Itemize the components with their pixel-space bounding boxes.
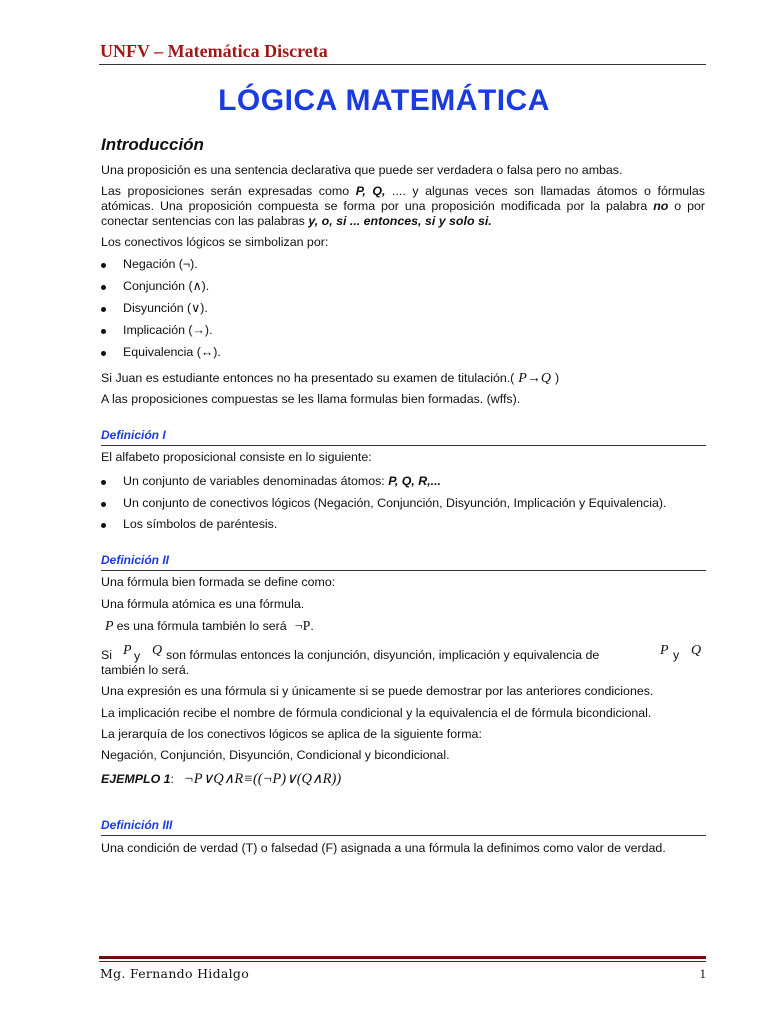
definition-2-y: y — [134, 649, 141, 663]
definition-3-heading: Definición III — [101, 818, 706, 836]
intro-heading: Introducción — [101, 135, 204, 154]
definition-2-heading: Definición II — [101, 553, 706, 571]
main-title: LÓGICA MATEMÁTICA — [218, 84, 550, 117]
bullet-icon — [101, 329, 106, 334]
definition-2-y-2: y — [673, 648, 680, 662]
formula-q-2: Q — [691, 643, 702, 658]
formula-p: P — [123, 643, 132, 658]
definition-2-line-1: Una fórmula bien formada se define como: — [101, 575, 336, 589]
definition-2-line-7: La jerarquía de los conectivos lógicos se aplica de la siguiente forma: — [101, 727, 482, 741]
definition-2-line-4: son fórmulas entonces la conjunción, disyunción, implicación y equivalencia de — [166, 648, 600, 662]
formula-p-2: P — [660, 643, 669, 658]
definition-1-intro: El alfabeto proposicional consiste en lo siguiente: — [101, 450, 372, 464]
bullet-icon — [101, 307, 106, 312]
header-rule — [99, 64, 706, 65]
bullet-icon — [101, 523, 106, 528]
definition-2-line-2: Una fórmula atómica es una fórmula. — [101, 597, 305, 611]
formula-q: Q — [152, 643, 163, 658]
definition-2-si: Si — [101, 648, 113, 662]
bullet-icon — [101, 263, 106, 268]
footer-author: Mg. Fernando Hidalgo — [100, 966, 250, 981]
example-1: EJEMPLO 1: ¬P∨Q∧R≡((¬P)∨(Q∧R)) — [101, 771, 342, 787]
bullet-icon — [101, 351, 106, 356]
example-formula: P→Q — [518, 371, 551, 386]
definition-2-line-5: Una expresión es una fórmula si y únicamente si se puede demostrar por las anteriores condiciones. — [101, 684, 654, 698]
page-number: 1 — [699, 966, 706, 981]
intro-paragraph-3: Los conectivos lógicos se simbolizan por: — [101, 235, 329, 249]
intro-paragraph-2: Las proposiciones serán expresadas como P, Q, .... y algunas veces son llamadas átomos o fórmulas atómicas. Una proposición compuesta se forma por una proposición modificada por la palabra no o por conectar sentencias con las palabras y, o, si ... entonces, si y solo si. — [101, 184, 706, 228]
footer-rule-thin — [99, 961, 706, 962]
footer-rule — [99, 956, 706, 959]
header-title: UNFV – Matemática Discreta — [100, 41, 328, 61]
definition-1-heading: Definición I — [101, 428, 706, 446]
document-page: UNFV – Matemática Discreta LÓGICA MATEMÁTICA Introducción Una proposición es una sentencia declarativa que puede ser verdadera o falsa pero no ambas. Las proposiciones serán expresadas como P, Q, .... y algunas veces son llamadas átomos o fórmulas atómicas. Una proposición compuesta se forma por una proposición modificada por la palabra no o por conectar sentencias con las palabras y, o, si ... entonces, si y solo si. Los conectivos lógicos se simbolizan por: Negación (¬). Conjunción (∧). Disyunción (∨). Implicación (→). Equivalencia (↔). Si Juan es estudiante entonces no ha presentado su examen de titulación.( P→Q ) A las proposiciones compuestas se les llama formulas bien formadas. (wffs). Definición I El alfabeto proposicional consiste en lo siguiente: Un conjunto de variables denominadas átomos: P, Q, R,... Un conjunto de conectivos lógicos (Negación, Conjunción, Disyunción, Implicación y Equivalencia). Los símbolos de paréntesis. Definición II Una fórmula bien formada se define como: Una fórmula atómica es una fórmula. P es una fórmula también lo será ¬P. Si P y Q son fórmulas entonces la conjunción, disyunción, implicación y equivalencia de P y Q también lo será. Una expresión es una fórmula si y únicamente si se puede demostrar por las anteriores condiciones. La implicación recibe el nombre de fórmula condicional y la equivalencia el de fórmula bicondicional. La jerarquía de los conectivos lógicos se aplica de la siguiente forma: Negación, Conjunción, Disyunción, Condicional y bicondicional. EJEMPLO 1: ¬P∨Q∧R≡((¬P)∨(Q∧R)) Definición III Una condición de verdad (T) o falsedad (F) asignada a una fórmula la definimos como valor de verdad. Mg. Fernando Hidalgo 1 — [0, 0, 768, 1024]
bullet-icon — [101, 502, 106, 507]
bullet-icon — [101, 285, 106, 290]
definition-2-line-6: La implicación recibe el nombre de fórmula condicional y la equivalencia el de fórmula bicondicional. — [101, 706, 652, 720]
intro-paragraph-4: A las proposiciones compuestas se les llama formulas bien formadas. (wffs). — [101, 392, 521, 406]
example-line: Si Juan es estudiante entonces no ha presentado su examen de titulación.( P→Q ) — [101, 371, 560, 386]
bullet-icon — [101, 480, 106, 485]
definition-2-line-4-cont: también lo será. — [101, 663, 190, 677]
definition-2-line-3: P es una fórmula también lo será ¬P. — [105, 619, 314, 634]
definition-3-line-1: Una condición de verdad (T) o falsedad (F) asignada a una fórmula la definimos como valor de verdad. — [101, 841, 666, 855]
intro-paragraph-1: Una proposición es una sentencia declarativa que puede ser verdadera o falsa pero no ambas. — [101, 163, 623, 177]
example-1-formula: ¬P∨Q∧R≡((¬P)∨(Q∧R)) — [184, 771, 342, 787]
definition-2-line-8: Negación, Conjunción, Disyunción, Condicional y bicondicional. — [101, 748, 450, 762]
